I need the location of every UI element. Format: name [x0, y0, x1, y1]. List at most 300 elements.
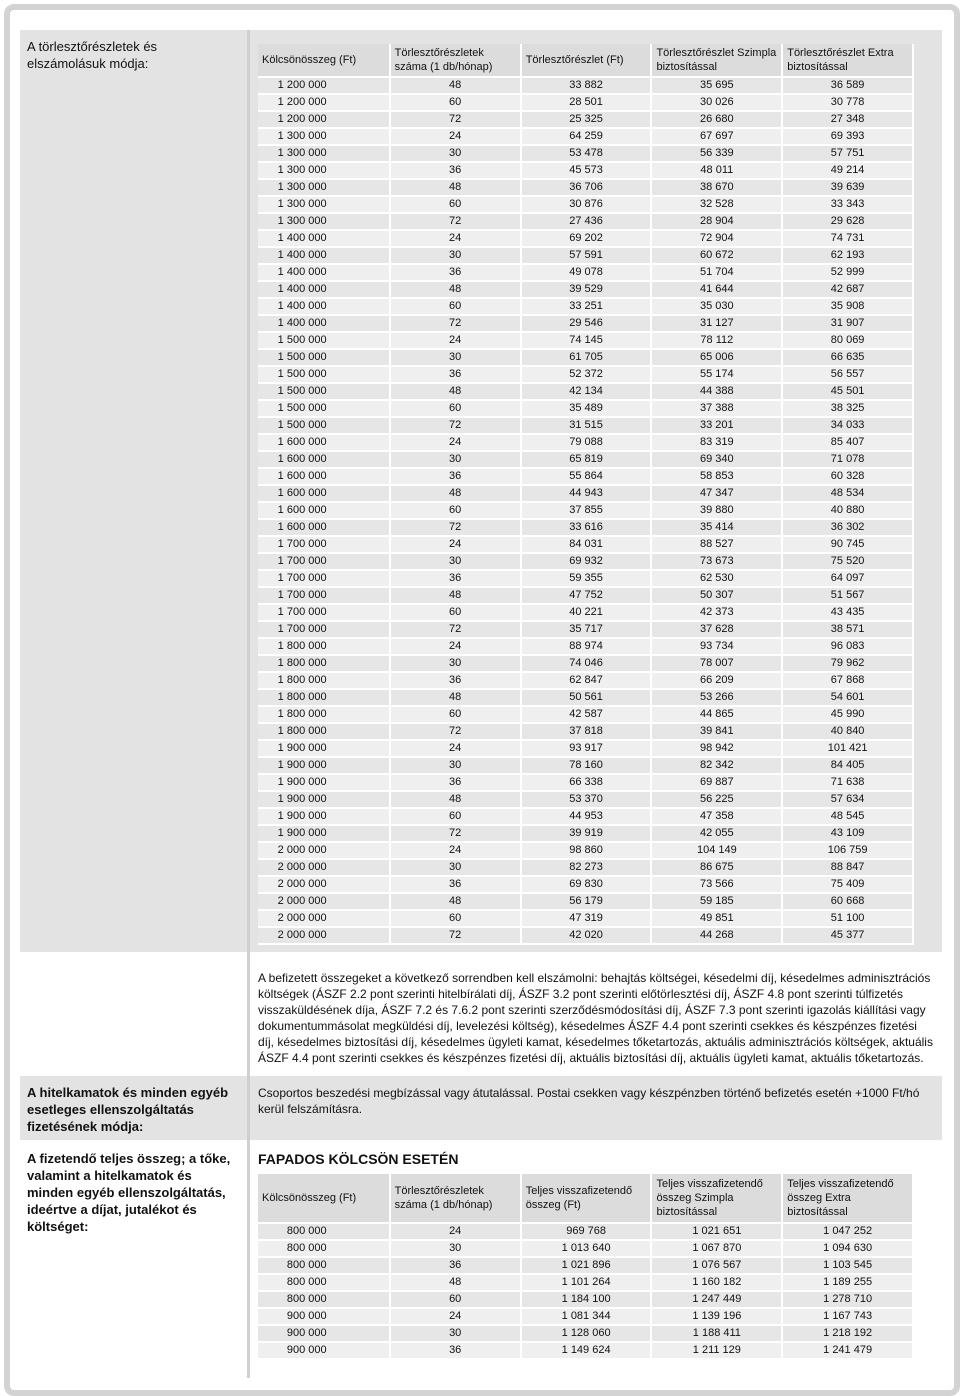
table-cell: 800 000 — [258, 1292, 391, 1309]
table-cell: 80 069 — [783, 333, 914, 350]
table-cell: 47 319 — [522, 911, 653, 928]
table-cell: 44 943 — [522, 486, 653, 503]
table-cell: 60 — [391, 911, 522, 928]
table-cell: 35 030 — [652, 299, 783, 316]
table-cell: 106 759 — [783, 843, 914, 860]
table-row — [258, 809, 914, 826]
table-cell: 36 — [391, 673, 522, 690]
table-cell: 42 055 — [652, 826, 783, 843]
table-cell: 72 — [391, 928, 522, 945]
table-cell: 55 174 — [652, 367, 783, 384]
table-cell: 44 268 — [652, 928, 783, 945]
table-cell: 39 880 — [652, 503, 783, 520]
table-cell: 36 — [391, 469, 522, 486]
table-cell: 800 000 — [258, 1275, 391, 1292]
table-cell: 1 160 182 — [652, 1275, 783, 1292]
table-cell: 27 436 — [522, 214, 653, 231]
table-cell: 48 — [391, 1275, 522, 1292]
table-cell: 31 127 — [652, 316, 783, 333]
header-total-repayment-simple: Teljes visszafizetendő összeg Szimpla biztosítással — [652, 1174, 783, 1224]
table-cell: 900 000 — [258, 1326, 391, 1343]
table-cell: 85 407 — [783, 435, 914, 452]
table-cell: 24 — [391, 537, 522, 554]
table-cell: 93 734 — [652, 639, 783, 656]
table-cell: 49 214 — [783, 163, 914, 180]
table-row — [258, 860, 914, 877]
table-cell: 1 700 000 — [258, 588, 391, 605]
table-cell: 38 325 — [783, 401, 914, 418]
table-cell: 72 — [391, 316, 522, 333]
table-cell: 90 745 — [783, 537, 914, 554]
table-cell: 1 047 252 — [783, 1224, 914, 1241]
table-cell: 26 680 — [652, 112, 783, 129]
table-cell: 30 — [391, 860, 522, 877]
table-cell: 42 373 — [652, 605, 783, 622]
table-cell: 54 601 — [783, 690, 914, 707]
fapados-title: FAPADOS KÖLCSÖN ESETÉN — [258, 1151, 459, 1167]
header-installment-extra: Törlesztőrészlet Extra biztosítással — [783, 44, 914, 78]
table-cell: 1 300 000 — [258, 197, 391, 214]
table-cell: 69 932 — [522, 554, 653, 571]
table-header-row — [258, 1174, 914, 1224]
section1-label: A törlesztőrészletek és elszámolásuk módja: — [27, 39, 158, 71]
table-cell: 34 033 — [783, 418, 914, 435]
table-cell: 30 876 — [522, 197, 653, 214]
table-cell: 50 307 — [652, 588, 783, 605]
table-cell: 1 900 000 — [258, 792, 391, 809]
table-cell: 30 — [391, 350, 522, 367]
table-cell: 2 000 000 — [258, 860, 391, 877]
table-row — [258, 469, 914, 486]
table-cell: 1 200 000 — [258, 95, 391, 112]
table-cell: 47 347 — [652, 486, 783, 503]
table-cell: 1 700 000 — [258, 537, 391, 554]
table-cell: 1 149 624 — [522, 1343, 653, 1360]
table-cell: 60 672 — [652, 248, 783, 265]
table-row — [258, 129, 914, 146]
table-cell: 1 211 129 — [652, 1343, 783, 1360]
table-cell: 36 — [391, 1258, 522, 1275]
table-cell: 39 919 — [522, 826, 653, 843]
table-cell: 30 — [391, 1326, 522, 1343]
table-cell: 2 000 000 — [258, 928, 391, 945]
table-cell: 66 338 — [522, 775, 653, 792]
table-cell: 47 752 — [522, 588, 653, 605]
table-cell: 56 339 — [652, 146, 783, 163]
table-cell: 72 904 — [652, 231, 783, 248]
table-cell: 65 006 — [652, 350, 783, 367]
table-cell: 73 673 — [652, 554, 783, 571]
table-cell: 48 534 — [783, 486, 914, 503]
table-cell: 30 — [391, 248, 522, 265]
table-row — [258, 316, 914, 333]
table-cell: 66 635 — [783, 350, 914, 367]
table-row — [258, 265, 914, 282]
table-cell: 1 241 479 — [783, 1343, 914, 1360]
table-cell: 44 953 — [522, 809, 653, 826]
table-cell: 69 830 — [522, 877, 653, 894]
table-cell: 42 587 — [522, 707, 653, 724]
table-cell: 1 278 710 — [783, 1292, 914, 1309]
table-row — [258, 928, 914, 945]
table-cell: 75 409 — [783, 877, 914, 894]
table-cell: 82 273 — [522, 860, 653, 877]
table-cell: 69 202 — [522, 231, 653, 248]
table-cell: 72 — [391, 418, 522, 435]
table-cell: 45 990 — [783, 707, 914, 724]
table-cell: 1 800 000 — [258, 639, 391, 656]
header-installment-simple: Törlesztőrészlet Szimpla biztosítással — [652, 44, 783, 78]
table-cell: 37 855 — [522, 503, 653, 520]
table-cell: 39 529 — [522, 282, 653, 299]
table-cell: 32 528 — [652, 197, 783, 214]
table-cell: 78 007 — [652, 656, 783, 673]
table-cell: 40 221 — [522, 605, 653, 622]
table-cell: 30 778 — [783, 95, 914, 112]
table-cell: 1 400 000 — [258, 282, 391, 299]
table-cell: 59 355 — [522, 571, 653, 588]
table-cell: 37 818 — [522, 724, 653, 741]
table-cell: 48 — [391, 384, 522, 401]
table-cell: 24 — [391, 333, 522, 350]
table-row — [258, 741, 914, 758]
table-row — [258, 520, 914, 537]
table-cell: 1 300 000 — [258, 163, 391, 180]
table-cell: 2 000 000 — [258, 894, 391, 911]
settlement-order-text: A befizetett összegeket a következő sorrendben kell elszámolni: behajtás költségei, késedelmi díj, késedelmes adminisztrációs költségek (ÁSZF 2.2 pont szerinti hitelbírálati díj, ÁSZF 3.2 pont szerinti előtörlesztési díj, ÁSZF 4.8 pont szerinti túlfizetés visszaküldésének díja, ÁSZF 7.2 és 7.6.2 pont szerinti szerződésmódosítási díj, ÁSZF 7.3 pont szerinti igazolás kiállítási vagy dokumentummásolat megküldési díj, levelezési költség), késedelmes ÁSZF 4.4 pont szerinti csekkes és készpénzes fizetési díj, késedelmes biztosítási díj, késedelmes ügyleti kamat, késedelmes tőketartozás, aktuális adminisztrációs költségek, aktuális ÁSZF 4.4 pont szerinti csekkes és készpénzes fizetési díj, aktuális biztosítási díj, aktuális ügyleti kamat, aktuális tőketartozás. — [258, 971, 933, 1065]
table-cell: 88 847 — [783, 860, 914, 877]
table-row — [258, 1326, 914, 1343]
table-cell: 96 083 — [783, 639, 914, 656]
table-cell: 1 700 000 — [258, 554, 391, 571]
table-cell: 66 209 — [652, 673, 783, 690]
table-cell: 67 868 — [783, 673, 914, 690]
table-cell: 36 — [391, 1343, 522, 1360]
table-row — [258, 673, 914, 690]
table-cell: 62 193 — [783, 248, 914, 265]
table-cell: 75 520 — [783, 554, 914, 571]
table-cell: 48 545 — [783, 809, 914, 826]
table-cell: 969 768 — [522, 1224, 653, 1241]
table-cell: 60 — [391, 1292, 522, 1309]
table-cell: 45 501 — [783, 384, 914, 401]
table-cell: 1 189 255 — [783, 1275, 914, 1292]
table-row — [258, 452, 914, 469]
table-cell: 64 097 — [783, 571, 914, 588]
table-row — [258, 537, 914, 554]
table-cell: 88 527 — [652, 537, 783, 554]
table-cell: 38 571 — [783, 622, 914, 639]
table-cell: 30 026 — [652, 95, 783, 112]
table-cell: 43 435 — [783, 605, 914, 622]
table-cell: 31 515 — [522, 418, 653, 435]
table-cell: 800 000 — [258, 1241, 391, 1258]
table-cell: 35 908 — [783, 299, 914, 316]
table-cell: 30 — [391, 656, 522, 673]
table-cell: 52 999 — [783, 265, 914, 282]
table-cell: 1 400 000 — [258, 316, 391, 333]
table-cell: 24 — [391, 1309, 522, 1326]
table-cell: 1 600 000 — [258, 503, 391, 520]
table-cell: 1 500 000 — [258, 333, 391, 350]
table-cell: 29 628 — [783, 214, 914, 231]
table-cell: 30 — [391, 554, 522, 571]
table-cell: 1 076 567 — [652, 1258, 783, 1275]
table-cell: 62 530 — [652, 571, 783, 588]
table-cell: 60 — [391, 95, 522, 112]
table-cell: 24 — [391, 231, 522, 248]
table-cell: 56 179 — [522, 894, 653, 911]
table-cell: 72 — [391, 214, 522, 231]
table-cell: 53 370 — [522, 792, 653, 809]
table-cell: 800 000 — [258, 1258, 391, 1275]
table-cell: 48 — [391, 486, 522, 503]
total-repayment-table — [258, 1174, 914, 1360]
header-loan-amount: Kölcsönösszeg (Ft) — [258, 44, 391, 78]
installment-table — [258, 44, 914, 945]
table-cell: 67 697 — [652, 129, 783, 146]
table-cell: 28 904 — [652, 214, 783, 231]
table-cell: 44 388 — [652, 384, 783, 401]
table-cell: 74 731 — [783, 231, 914, 248]
table-cell: 1 021 896 — [522, 1258, 653, 1275]
table-row — [258, 299, 914, 316]
table-cell: 39 639 — [783, 180, 914, 197]
table-row — [258, 78, 914, 95]
table-cell: 61 705 — [522, 350, 653, 367]
table-cell: 84 405 — [783, 758, 914, 775]
table-cell: 48 — [391, 792, 522, 809]
table-cell: 900 000 — [258, 1343, 391, 1360]
table-row — [258, 248, 914, 265]
table-cell: 74 145 — [522, 333, 653, 350]
table-row — [258, 1258, 914, 1275]
table-cell: 51 100 — [783, 911, 914, 928]
table-row — [258, 435, 914, 452]
table-cell: 60 — [391, 401, 522, 418]
table-cell: 2 000 000 — [258, 911, 391, 928]
table-cell: 78 112 — [652, 333, 783, 350]
header-total-repayment: Teljes visszafizetendő összeg (Ft) — [522, 1174, 653, 1224]
table-cell: 58 853 — [652, 469, 783, 486]
section2-label: A hitelkamatok és minden egyéb esetleges ellenszolgáltatás fizetésének módja: — [27, 1085, 229, 1134]
table-cell: 64 259 — [522, 129, 653, 146]
table-cell: 1 021 651 — [652, 1224, 783, 1241]
table-cell: 42 134 — [522, 384, 653, 401]
table-cell: 1 900 000 — [258, 741, 391, 758]
table-cell: 36 302 — [783, 520, 914, 537]
table-cell: 57 591 — [522, 248, 653, 265]
table-row — [258, 163, 914, 180]
table-row — [258, 911, 914, 928]
table-row — [258, 639, 914, 656]
table-cell: 45 573 — [522, 163, 653, 180]
table-row — [258, 384, 914, 401]
header-installment-count: Törlesztőrészletek száma (1 db/hónap) — [391, 44, 522, 78]
table-row — [258, 1224, 914, 1241]
table-row — [258, 95, 914, 112]
table-row — [258, 333, 914, 350]
table-cell: 69 393 — [783, 129, 914, 146]
table-row — [258, 571, 914, 588]
table-row — [258, 622, 914, 639]
table-cell: 2 000 000 — [258, 843, 391, 860]
table-cell: 1 600 000 — [258, 435, 391, 452]
table-row — [258, 180, 914, 197]
table-row — [258, 724, 914, 741]
table-cell: 71 638 — [783, 775, 914, 792]
table-cell: 29 546 — [522, 316, 653, 333]
table-cell: 36 — [391, 571, 522, 588]
table-cell: 28 501 — [522, 95, 653, 112]
table-cell: 1 247 449 — [652, 1292, 783, 1309]
table-cell: 53 266 — [652, 690, 783, 707]
table-cell: 51 704 — [652, 265, 783, 282]
table-cell: 36 — [391, 877, 522, 894]
column-divider — [247, 30, 250, 1378]
table-cell: 36 — [391, 163, 522, 180]
table-row — [258, 418, 914, 435]
table-row — [258, 214, 914, 231]
table-cell: 48 — [391, 282, 522, 299]
table-cell: 49 078 — [522, 265, 653, 282]
table-row — [258, 503, 914, 520]
table-cell: 1 700 000 — [258, 571, 391, 588]
table-cell: 30 — [391, 758, 522, 775]
table-cell: 88 974 — [522, 639, 653, 656]
table-cell: 56 557 — [783, 367, 914, 384]
table-cell: 1 094 630 — [783, 1241, 914, 1258]
table-cell: 69 887 — [652, 775, 783, 792]
section-divider — [20, 1140, 942, 1142]
table-cell: 1 081 344 — [522, 1309, 653, 1326]
table-cell: 74 046 — [522, 656, 653, 673]
table-cell: 1 500 000 — [258, 418, 391, 435]
table-cell: 1 700 000 — [258, 622, 391, 639]
table-cell: 1 900 000 — [258, 758, 391, 775]
table-cell: 93 917 — [522, 741, 653, 758]
table-row — [258, 1292, 914, 1309]
table-row — [258, 367, 914, 384]
table-row — [258, 1343, 914, 1360]
table-row — [258, 792, 914, 809]
table-row — [258, 843, 914, 860]
table-cell: 35 695 — [652, 78, 783, 95]
table-cell: 1 103 545 — [783, 1258, 914, 1275]
table-row — [258, 146, 914, 163]
table-cell: 1 900 000 — [258, 826, 391, 843]
section3-label: A fizetendő teljes összeg; a tőke, valamint a hitelkamatok és minden egyéb ellenszolgáltatás, ideértve a díjat, jutalékot és költséget: — [27, 1151, 231, 1234]
table-row — [258, 826, 914, 843]
table-cell: 40 880 — [783, 503, 914, 520]
table-row — [258, 707, 914, 724]
table-cell: 48 — [391, 78, 522, 95]
table-row — [258, 1275, 914, 1292]
table-row — [258, 588, 914, 605]
table-cell: 65 819 — [522, 452, 653, 469]
table-cell: 62 847 — [522, 673, 653, 690]
table-cell: 33 201 — [652, 418, 783, 435]
table-cell: 60 — [391, 503, 522, 520]
table-cell: 1 700 000 — [258, 605, 391, 622]
table-row — [258, 605, 914, 622]
table-cell: 53 478 — [522, 146, 653, 163]
table-cell: 24 — [391, 129, 522, 146]
table-cell: 104 149 — [652, 843, 783, 860]
table-cell: 31 907 — [783, 316, 914, 333]
table-cell: 33 616 — [522, 520, 653, 537]
table-cell: 33 343 — [783, 197, 914, 214]
table-cell: 27 348 — [783, 112, 914, 129]
table-cell: 1 600 000 — [258, 469, 391, 486]
table-cell: 60 — [391, 809, 522, 826]
table-row — [258, 350, 914, 367]
table-cell: 1 600 000 — [258, 486, 391, 503]
table-cell: 1 400 000 — [258, 265, 391, 282]
table-cell: 39 841 — [652, 724, 783, 741]
table-row — [258, 894, 914, 911]
table-row — [258, 758, 914, 775]
table-cell: 73 566 — [652, 877, 783, 894]
table-cell: 49 851 — [652, 911, 783, 928]
table-cell: 51 567 — [783, 588, 914, 605]
table-cell: 69 340 — [652, 452, 783, 469]
table-cell: 48 — [391, 588, 522, 605]
table-cell: 83 319 — [652, 435, 783, 452]
table-cell: 33 251 — [522, 299, 653, 316]
table-row — [258, 282, 914, 299]
table-cell: 48 — [391, 690, 522, 707]
table-cell: 41 644 — [652, 282, 783, 299]
table-cell: 72 — [391, 622, 522, 639]
table-cell: 44 865 — [652, 707, 783, 724]
table-cell: 1 300 000 — [258, 214, 391, 231]
table-cell: 25 325 — [522, 112, 653, 129]
table-cell: 30 — [391, 1241, 522, 1258]
table-cell: 47 358 — [652, 809, 783, 826]
table-cell: 36 706 — [522, 180, 653, 197]
table-cell: 36 589 — [783, 78, 914, 95]
table-cell: 59 185 — [652, 894, 783, 911]
table-cell: 48 011 — [652, 163, 783, 180]
table-row — [258, 877, 914, 894]
table-row — [258, 112, 914, 129]
table-cell: 43 109 — [783, 826, 914, 843]
table-cell: 1 800 000 — [258, 690, 391, 707]
table-row — [258, 775, 914, 792]
table-cell: 1 218 192 — [783, 1326, 914, 1343]
table-cell: 37 628 — [652, 622, 783, 639]
header-total-repayment-extra: Teljes visszafizetendő összeg Extra biztosítással — [783, 1174, 914, 1224]
table-cell: 2 000 000 — [258, 877, 391, 894]
table-row — [258, 554, 914, 571]
table-cell: 1 900 000 — [258, 775, 391, 792]
table-cell: 1 500 000 — [258, 401, 391, 418]
table-cell: 1 400 000 — [258, 231, 391, 248]
table-cell: 38 670 — [652, 180, 783, 197]
table-cell: 79 962 — [783, 656, 914, 673]
table-header-row — [258, 44, 914, 78]
table-cell: 72 — [391, 520, 522, 537]
table-cell: 98 860 — [522, 843, 653, 860]
table-cell: 1 800 000 — [258, 707, 391, 724]
table-row — [258, 1241, 914, 1258]
table-cell: 60 — [391, 707, 522, 724]
table-cell: 1 600 000 — [258, 520, 391, 537]
table-cell: 57 634 — [783, 792, 914, 809]
table-cell: 1 101 264 — [522, 1275, 653, 1292]
table-cell: 1 188 411 — [652, 1326, 783, 1343]
